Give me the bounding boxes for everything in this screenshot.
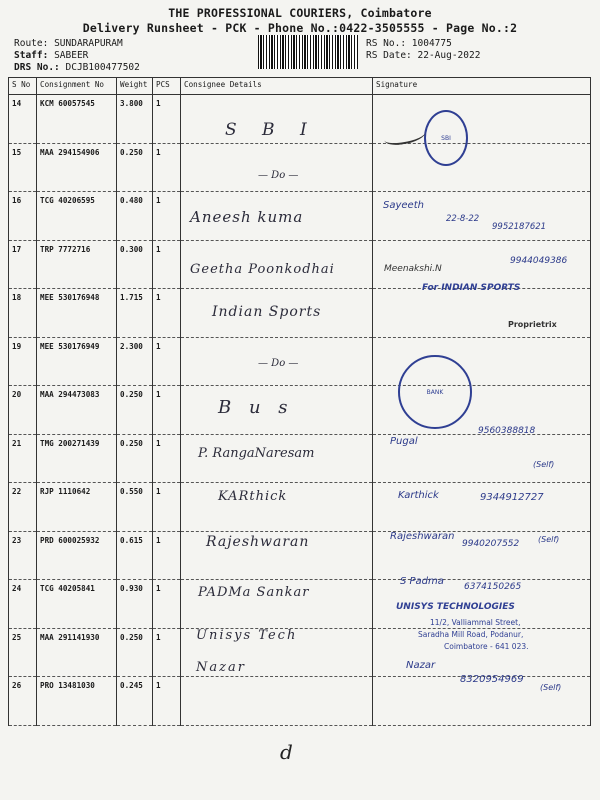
row-weight: 0.550 <box>117 483 153 532</box>
row-consignee-details <box>181 677 373 726</box>
route-value: SUNDARAPURAM <box>54 38 123 49</box>
row-sno: 15 <box>9 143 37 192</box>
unisys-stamp-name: UNISYS TECHNOLOGIES <box>396 602 515 612</box>
signature-26: Nazar <box>406 660 436 671</box>
drs-line <box>14 62 140 73</box>
row-sno: 16 <box>9 192 37 241</box>
sig-phone-24: 6374150265 <box>464 582 522 592</box>
col-header-pcs: PCS <box>153 78 181 95</box>
signature-16: Sayeeth <box>383 200 424 211</box>
row-consignment-no: TRP 7772716 <box>37 240 117 289</box>
route-line <box>14 38 123 49</box>
row-sno: 20 <box>9 386 37 435</box>
row-signature <box>373 143 591 192</box>
runsheet-table <box>8 77 591 726</box>
row-consignee-details <box>181 143 373 192</box>
row-consignment-no: KCM 60057545 <box>37 95 117 144</box>
rs-no-value: 1004775 <box>411 38 452 49</box>
rs-no-line <box>366 38 452 49</box>
sig-phone-21: 9560388818 <box>478 426 536 436</box>
staff-line <box>14 50 88 61</box>
handwritten-name-20: B u s <box>218 397 294 418</box>
col-header-signature: Signature <box>373 78 591 95</box>
row-pcs: 1 <box>153 434 181 483</box>
row-weight: 0.245 <box>117 677 153 726</box>
row-consignment-no: PRO 13481030 <box>37 677 117 726</box>
barcode <box>258 35 358 69</box>
rs-no-label: RS No.: <box>366 38 407 49</box>
signature-21: Pugal <box>390 436 418 447</box>
row-consignment-no: TMG 200271439 <box>37 434 117 483</box>
signature-22: Karthick <box>398 490 439 501</box>
sig-phone-16: 9952187621 <box>492 222 547 232</box>
handwritten-name-17: Geetha Poonkodhai <box>190 262 335 277</box>
table-row <box>9 483 591 532</box>
col-header-sno: S No <box>9 78 37 95</box>
row-sno: 26 <box>9 677 37 726</box>
handwritten-name-25: Unisys Tech <box>196 628 298 643</box>
row-weight: 0.615 <box>117 531 153 580</box>
row-sno: 14 <box>9 95 37 144</box>
row-sno: 18 <box>9 289 37 338</box>
indian-sports-stamp: For INDIAN SPORTS <box>422 283 521 293</box>
row-sno: 22 <box>9 483 37 532</box>
handwritten-name-21: P. RangaNaresam <box>198 446 315 461</box>
row-pcs: 1 <box>153 580 181 629</box>
row-sno: 17 <box>9 240 37 289</box>
handwritten-name-16: Aneesh kuma <box>190 208 304 226</box>
handwritten-name-24: PADMa Sankar <box>198 585 310 600</box>
row-signature <box>373 289 591 338</box>
row-sno: 23 <box>9 531 37 580</box>
staff-label: Staff: <box>14 50 49 61</box>
table-row <box>9 337 591 386</box>
sig-self-26: (Self) <box>540 683 562 692</box>
col-header-weight: Weight <box>117 78 153 95</box>
sig-self-21: (Self) <box>533 460 555 469</box>
unisys-stamp-addr1: 11/2, Valliammal Street, <box>430 618 521 627</box>
row-sno: 24 <box>9 580 37 629</box>
row-consignment-no: MAA 294473083 <box>37 386 117 435</box>
table-row <box>9 143 591 192</box>
row-consignment-no: PRD 600025932 <box>37 531 117 580</box>
row-weight: 0.930 <box>117 580 153 629</box>
rs-date-value: 22-Aug-2022 <box>417 50 481 61</box>
row-weight: 1.715 <box>117 289 153 338</box>
sig-phone-23: 9940207552 <box>462 539 520 549</box>
row-weight: 0.250 <box>117 386 153 435</box>
row-consignment-no: TCG 40206595 <box>37 192 117 241</box>
signature-17: Meenakshi.N <box>384 264 442 274</box>
handwritten-name-23: Rajeshwaran <box>206 534 310 550</box>
row-sno: 25 <box>9 628 37 677</box>
row-sno: 21 <box>9 434 37 483</box>
row-pcs: 1 <box>153 386 181 435</box>
row-pcs: 1 <box>153 483 181 532</box>
row-consignment-no: MAA 291141930 <box>37 628 117 677</box>
route-label: Route: <box>14 38 49 49</box>
sig-date-16: 22-8-22 <box>446 214 480 224</box>
row-weight: 2.300 <box>117 337 153 386</box>
bank-stamp-icon: BANK <box>398 355 472 429</box>
row-weight: 0.250 <box>117 434 153 483</box>
row-consignment-no: MAA 294154906 <box>37 143 117 192</box>
sig-self-23: (Self) <box>538 535 560 544</box>
row-pcs: 1 <box>153 628 181 677</box>
handwritten-tail-mark: d <box>280 740 293 764</box>
indian-sports-proprietor: Proprietrix <box>508 320 557 329</box>
rs-date-line <box>366 50 480 61</box>
drs-label: DRS No.: <box>14 62 60 73</box>
row-sno: 19 <box>9 337 37 386</box>
row-pcs: 1 <box>153 192 181 241</box>
sig-phone-26: 8320954969 <box>460 674 524 685</box>
row-weight: 0.250 <box>117 628 153 677</box>
row-consignment-no: MEE 530176948 <box>37 289 117 338</box>
row-pcs: 1 <box>153 240 181 289</box>
row-consignment-no: MEE 530176949 <box>37 337 117 386</box>
row-weight: 0.480 <box>117 192 153 241</box>
stamp-icon-sbi: SBI <box>424 110 468 166</box>
staff-value: SABEER <box>54 50 89 61</box>
row-weight: 0.300 <box>117 240 153 289</box>
handwritten-name-22: KARthick <box>218 489 288 504</box>
row-pcs: 1 <box>153 95 181 144</box>
signature-23: Rajeshwaran <box>390 531 455 542</box>
row-weight: 3.800 <box>117 95 153 144</box>
handwritten-sbi: S B I <box>225 120 317 140</box>
row-consignment-no: TCG 40205841 <box>37 580 117 629</box>
row-pcs: 1 <box>153 143 181 192</box>
drs-value: DCJB100477502 <box>65 62 140 73</box>
unisys-stamp-addr2: Saradha Mill Road, Podanur, <box>418 630 524 639</box>
row-consignment-no: RJP 1110642 <box>37 483 117 532</box>
handwritten-name-18: Indian Sports <box>212 304 322 320</box>
handwritten-ditto-15: — Do — <box>258 170 299 181</box>
runsheet-title: Delivery Runsheet - PCK - Phone No.:0422-3505555 - Page No.:2 <box>82 21 518 35</box>
rs-date-label: RS Date: <box>366 50 412 61</box>
company-title: THE PROFESSIONAL COURIERS, Coimbatore <box>168 6 432 20</box>
row-signature <box>373 192 591 241</box>
row-pcs: 1 <box>153 531 181 580</box>
table-header-row <box>9 78 591 95</box>
row-weight: 0.250 <box>117 143 153 192</box>
sig-phone-22: 9344912727 <box>480 492 544 503</box>
col-header-consignment: Consignment No <box>37 78 117 95</box>
col-header-consignee: Consignee Details <box>181 78 373 95</box>
row-pcs: 1 <box>153 337 181 386</box>
signature-24: S Padma <box>400 576 444 587</box>
sig-phone-17: 9944049386 <box>510 256 568 266</box>
handwritten-ditto-19: — Do — <box>258 358 299 369</box>
row-pcs: 1 <box>153 677 181 726</box>
unisys-stamp-addr3: Coimbatore - 641 023. <box>444 642 529 651</box>
row-pcs: 1 <box>153 289 181 338</box>
handwritten-name-26: Nazar <box>196 660 246 675</box>
